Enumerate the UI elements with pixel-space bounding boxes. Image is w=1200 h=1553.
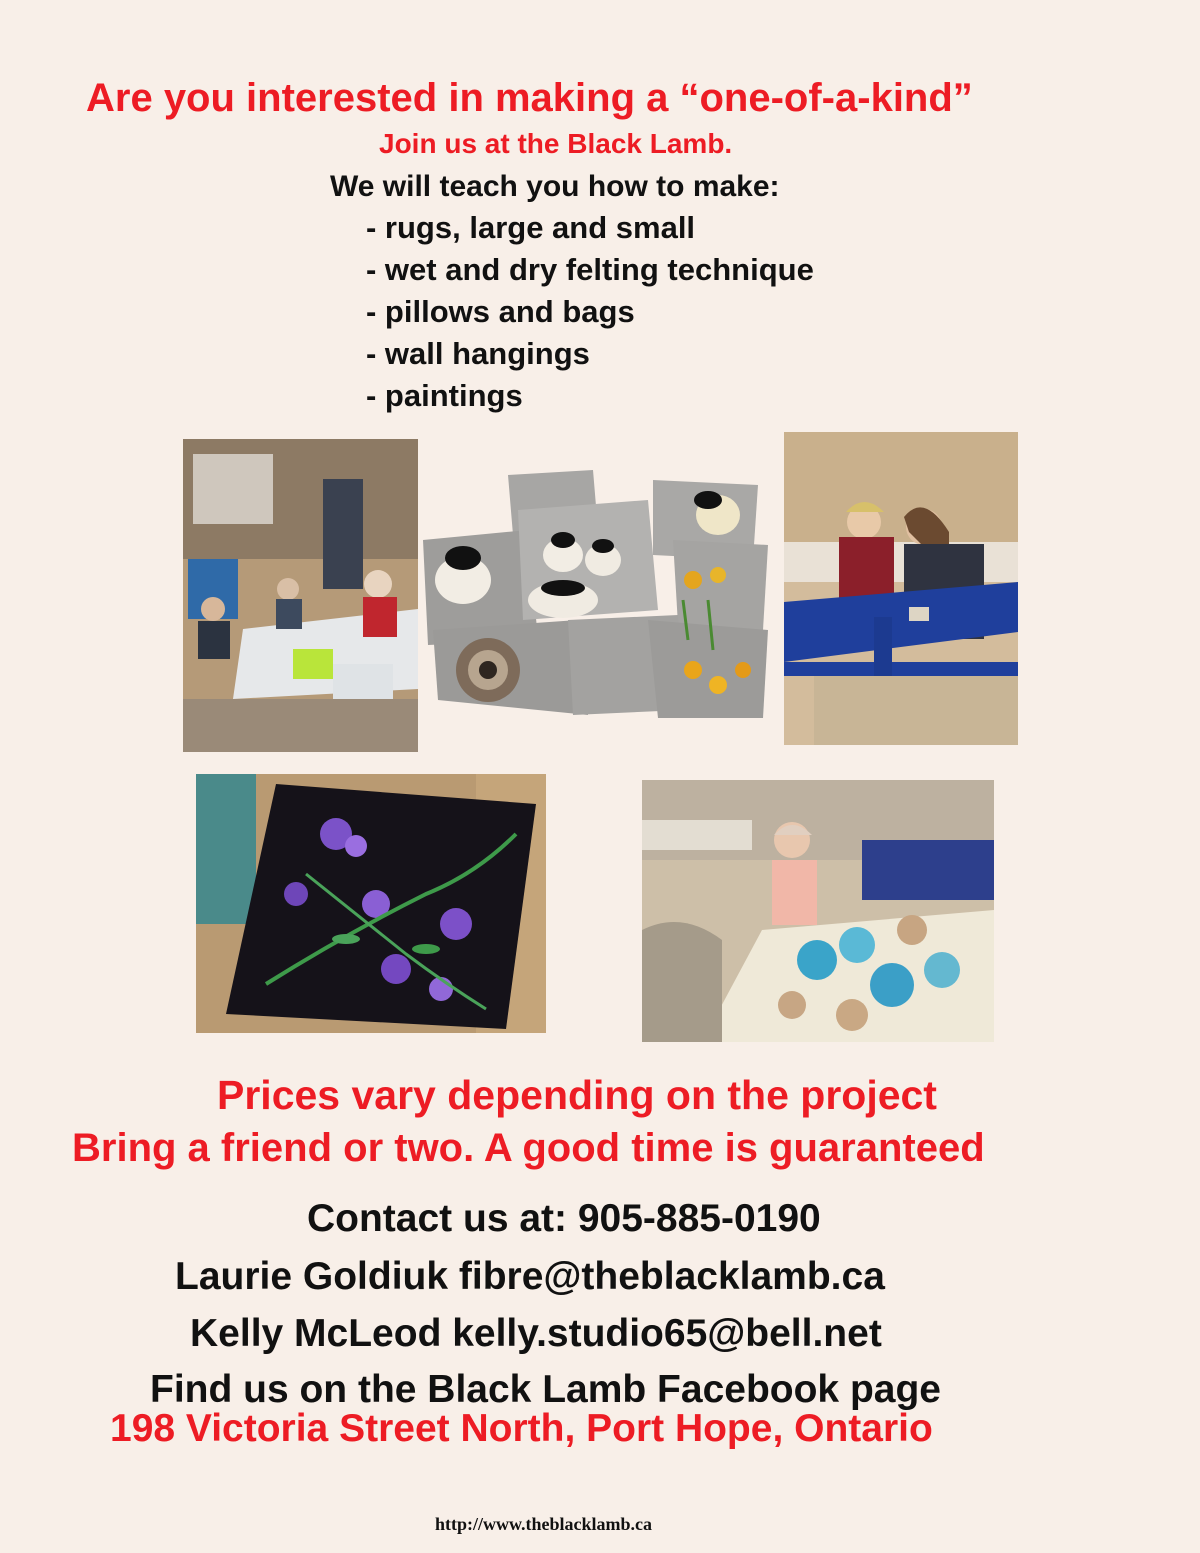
sheep-pillows-photo [418,470,770,718]
friend-text: Bring a friend or two. A good time is guaranteed [72,1126,985,1170]
contact-laurie: Laurie Goldiuk fibre@theblacklamb.ca [175,1255,885,1298]
contact-kelly: Kelly McLeod kelly.studio65@bell.net [190,1312,882,1355]
headline: Are you interested in making a “one-of-a-kind” [86,76,973,120]
website-link[interactable]: http://www.theblacklamb.ca [435,1514,653,1534]
intro-text: We will teach you how to make: [330,170,780,203]
contact-phone: Contact us at: 905-885-0190 [307,1197,821,1240]
list-item: - rugs, large and small [366,210,696,245]
address-text: 198 Victoria Street North, Port Hope, Ontario [110,1407,933,1450]
list-item: - wet and dry felting technique [366,252,814,287]
list-item: - paintings [366,378,523,413]
felting-woman-photo [642,780,994,1042]
felting-frame-photo [784,432,1018,745]
prices-text: Prices vary depending on the project [217,1072,937,1118]
floral-felt-rug-photo [196,774,546,1033]
list-item: - pillows and bags [366,294,635,329]
workshop-table-photo [183,439,418,752]
subheadline: Join us at the Black Lamb. [379,128,733,159]
facebook-text: Find us on the Black Lamb Facebook page [150,1368,941,1411]
list-item: - wall hangings [366,336,590,371]
